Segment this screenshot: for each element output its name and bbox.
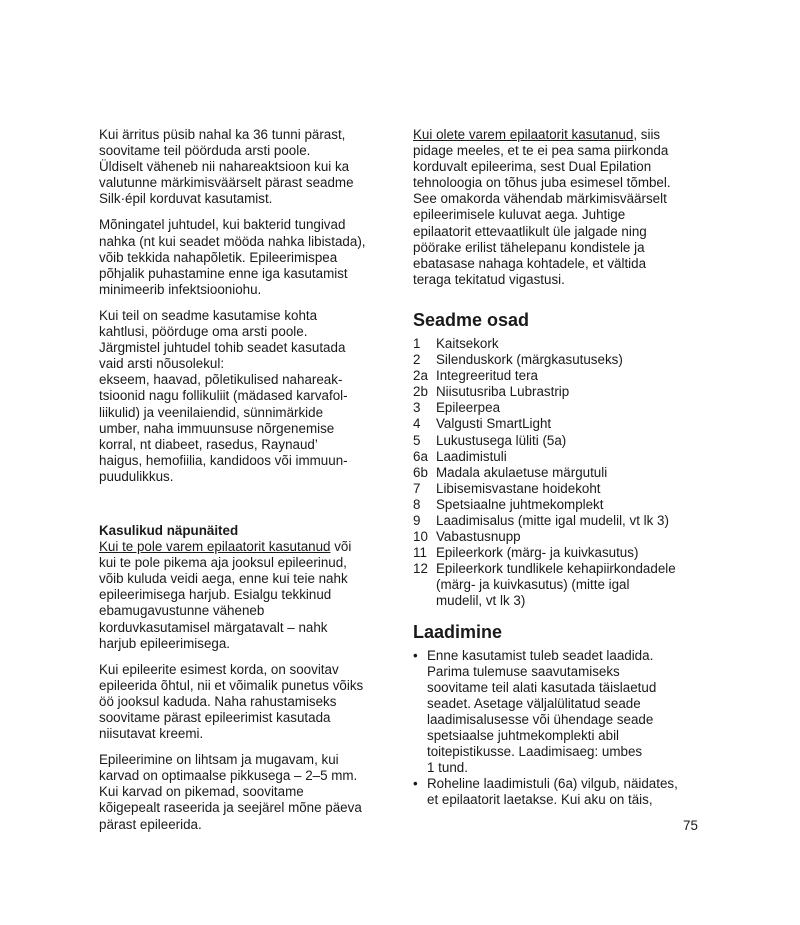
tips-heading: Kasulikud näpunäited xyxy=(99,522,239,538)
first-time-rest: või kui te pole pikema aja jooksul epileerinud, võib kuluda veidi aega, enne kui teie nahk epileerimisega harjub. Esialgu tekkinud ebamugavustunne väheneb korduvkasutamisel märgatavalt – nahk harjub epileerimisega. xyxy=(99,539,352,651)
charging-text: Enne kasutamist tuleb seadet laadida. Parima tulemuse saavutamiseks soovitame teil alati kasutada täislaetud seadet. Asetage väljalülitatud seade laadimisalusesse või ühendage seade spetsiaalse juhtmekomplekti abil toitepistikusse. Laadimisaeg: umbes 1 tund. xyxy=(427,647,657,776)
section-gap xyxy=(413,610,713,621)
charging-list-item xyxy=(413,648,713,777)
hair-length-paragraph: Epileerimine on lihtsam ja mugavam, kui karvad on optimaalse pikkusega – 2–5 mm. Kui karvad on pikemad, soovitame kõigepealt raseerida ja seejärel mõne päeva pärast epileerida. xyxy=(99,752,362,832)
parts-list-item xyxy=(413,352,713,368)
experienced-rest: , siis pidage meeles, et te ei pea sama piirkonda korduvalt epileerima, sest Dual Epilation tehnoloogia on tõhus juba esimesel tõmbel. See omakorda vähendab märkimisväärselt epileerimisele kuluvat aega. Juhtige epilaatorit ettevaatlikult üle jalgade ning pöörake erilist tähelepanu kondistele ja ebatasase nahaga kohtadele, et vältida teraga tekitatud vigastusi. xyxy=(413,127,671,287)
charging-heading: Laadimine xyxy=(413,621,503,642)
part-label: Integreeritud tera xyxy=(436,368,538,384)
page-number: 75 xyxy=(683,818,698,833)
part-label: Epileerpea xyxy=(436,400,501,416)
part-label: Kaitsekork xyxy=(436,335,499,351)
part-number: 1 xyxy=(413,335,421,351)
part-number: 6b xyxy=(413,464,428,480)
first-time-paragraph xyxy=(99,539,399,652)
part-number: 11 xyxy=(413,545,427,561)
irritation-paragraph: Kui ärritus püsib nahal ka 36 tunni pärast, soovitame teil pöörduda arsti poole. Üldiselt väheneb nii nahareaktsioon kui ka valutunne märkimisväärselt pärast seadme Silk·épil korduvat kasutamist. xyxy=(99,127,354,207)
parts-list-item xyxy=(413,481,713,497)
parts-list-item xyxy=(413,513,713,529)
charging-text: Roheline laadimistuli (6a) vilgub, näidates, et epilaatorit laetakse. Kui aku on täis, xyxy=(427,776,678,808)
parts-list-item xyxy=(413,497,713,513)
experienced-underlined: Kui olete varem epilaatorit kasutanud xyxy=(413,127,634,142)
parts-list-item xyxy=(413,449,713,465)
part-label: Libisemisvastane hoidekoht xyxy=(436,480,601,496)
first-time-underlined: Kui te pole varem epilaatorit kasutanud xyxy=(99,539,331,555)
part-number: 4 xyxy=(413,416,421,432)
right-column xyxy=(413,127,713,808)
experienced-paragraph xyxy=(413,127,713,288)
part-number: 9 xyxy=(413,512,421,528)
charging-list-item xyxy=(413,776,713,808)
bullet-icon: • xyxy=(413,776,418,792)
part-number: 2b xyxy=(413,384,428,400)
bullet-icon: • xyxy=(413,647,418,663)
parts-list-item xyxy=(413,545,713,561)
part-label: Epileerkork tundlikele kehapiirkondadele (märg- ja kuivkasutus) (mitte igal mudelil, vt lk 3) xyxy=(436,561,676,609)
doctor-consent-paragraph: Kui teil on seadme kasutamise kohta kahtlusi, pöörduge oma arsti poole. Järgmistel juhtudel tohib seadet kasutada vaid arsti nõusolekul: ekseem, haavad, põletikulised nahareak- tsioonid nagu follikuliit (mädased karvafol- liikulid) ja veenilaiendid, sünnimärkide umber, naha immuunsuse nõrgenemise korral, nt diabeet, rasedus, Raynaud’ haigus, hemofiilia, kandidoos või immuun- puudulikkus. xyxy=(99,307,348,484)
parts-list-item xyxy=(413,384,713,400)
parts-list-item xyxy=(413,400,713,416)
parts-heading: Seadme osad xyxy=(413,309,530,330)
left-column xyxy=(99,127,399,843)
part-number: 2a xyxy=(413,368,428,384)
parts-list-item xyxy=(413,433,713,449)
part-number: 3 xyxy=(413,400,421,416)
section-gap xyxy=(99,495,399,523)
part-number: 8 xyxy=(413,496,421,512)
part-label: Madala akulaetuse märgutuli xyxy=(436,464,608,480)
section-gap xyxy=(413,298,713,309)
parts-list-item xyxy=(413,465,713,481)
parts-list xyxy=(413,336,713,610)
part-label: Spetsiaalne juhtmekomplekt xyxy=(436,496,604,512)
part-number: 6a xyxy=(413,448,428,464)
part-label: Vabastusnupp xyxy=(436,529,521,545)
part-label: Silenduskork (märgkasutuseks) xyxy=(436,352,623,368)
part-number: 10 xyxy=(413,529,428,545)
evening-paragraph: Kui epileerite esimest korda, on soovitav epileerida õhtul, nii et võimalik punetus võiks öö jooksul kaduda. Naha rahustamiseks soovitame pärast epileerimist kasutada niisutavat kreemi. xyxy=(99,661,364,742)
part-number: 7 xyxy=(413,480,421,496)
part-number: 12 xyxy=(413,561,428,577)
part-label: Valgusti SmartLight xyxy=(436,416,552,432)
parts-list-item xyxy=(413,561,713,609)
part-number: 2 xyxy=(413,352,421,368)
charging-list xyxy=(413,648,713,809)
part-label: Laadimisalus (mitte igal mudelil, vt lk 3) xyxy=(436,512,669,528)
parts-list-item xyxy=(413,336,713,352)
part-number: 5 xyxy=(413,432,421,448)
part-label: Niisutusriba Lubrastrip xyxy=(436,384,570,400)
parts-list-item xyxy=(413,368,713,384)
parts-list-item xyxy=(413,529,713,545)
part-label: Epileerkork (märg- ja kuivkasutus) xyxy=(436,545,639,561)
part-label: Laadimistuli xyxy=(436,448,507,464)
part-label: Lukustusega lüliti (5a) xyxy=(436,432,567,448)
inflammation-paragraph: Mõningatel juhtudel, kui bakterid tungivad nahka (nt kui seadet mööda nahka libistada), võib tekkida nahapõletik. Epileerimispea põhjalik puhastamine enne iga kasutamist minimeerib infektsiooniohu. xyxy=(99,217,366,297)
parts-list-item xyxy=(413,416,713,432)
